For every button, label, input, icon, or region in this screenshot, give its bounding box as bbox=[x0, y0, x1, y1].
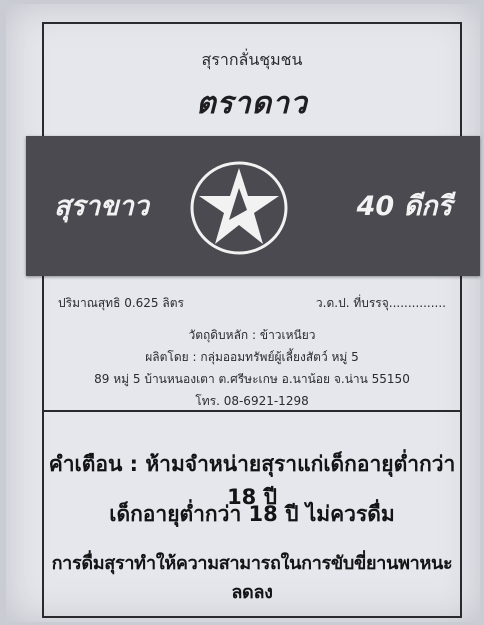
warning-line-1: คำเตือน : ห้ามจำหน่ายสุราแก่เด็กอายุต่ำกว่า 18 ปี bbox=[48, 452, 456, 509]
product-type: สุราขาว bbox=[54, 191, 149, 222]
producer: ผลิตโดย : กลุ่มออมทรัพย์ผู้เลี้ยงสัตว์ หมู่ 5 bbox=[145, 350, 359, 364]
label-frame bbox=[42, 22, 462, 618]
alcohol-degree: 40 ดีกรี bbox=[356, 191, 452, 222]
phone: โทร. 08-6921-1298 bbox=[195, 394, 309, 408]
main-ingredient: วัตถุดิบหลัก : ข้าวเหนียว bbox=[188, 328, 316, 342]
divider bbox=[44, 410, 460, 412]
warning-line-3: การดื่มสุราทำให้ความสามารถในการขับขี่ยานพาหนะลดลง bbox=[51, 553, 453, 603]
label-paper bbox=[6, 4, 480, 622]
product-band bbox=[26, 136, 480, 276]
star-logo-icon bbox=[189, 158, 289, 258]
subtitle: สุรากลั่นชุมชน bbox=[201, 50, 303, 69]
brand-name: ตราดาว bbox=[196, 86, 308, 121]
address: 89 หมู่ 5 บ้านหนองเตา ต.ศรีษะเกษ อ.นาน้อย จ.น่าน 55150 bbox=[94, 372, 410, 386]
bottled-date: ว.ด.ป. ที่บรรจุ............... bbox=[315, 296, 446, 310]
warning-line-2: เด็กอายุต่ำกว่า 18 ปี ไม่ควรดื่ม bbox=[109, 502, 395, 526]
producer-info bbox=[44, 324, 460, 412]
net-volume: ปริมาณสุทธิ 0.625 ลิตร bbox=[58, 296, 184, 310]
